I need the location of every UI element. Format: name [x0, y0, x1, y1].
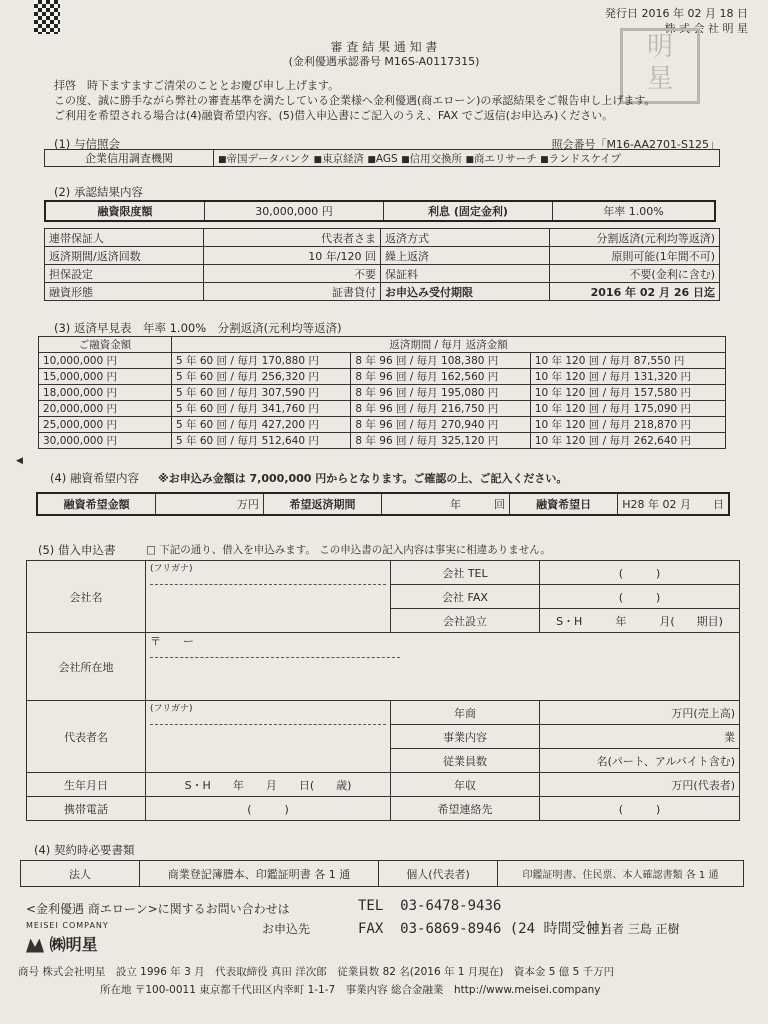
- footer-line-1: 商号 株式会社明星 設立 1996 年 3 月 代表取締役 真田 洋次郎 従業員数 82 名(2016 年 1 月現在) 資本金 5 億 5 千万円: [18, 966, 615, 978]
- sec4-title: (4) 融資希望内容: [50, 471, 139, 485]
- repay-cell: 8 年 96 回 / 毎月 216,750 円: [351, 401, 530, 417]
- sales-label: 年商: [391, 701, 540, 725]
- company-seal: 明 星: [620, 28, 700, 104]
- rate-value: 年率 1.00%: [553, 201, 716, 221]
- repay-cell: 5 年 60 回 / 毎月 512,640 円: [172, 433, 351, 449]
- agency-item: ■ 東京経済: [314, 153, 365, 165]
- postal-mark: 〒 ー: [150, 635, 194, 648]
- indiv-docs: 印鑑証明書、住民票、本人確認書類 各 1 通: [498, 861, 744, 887]
- repay-amount: 25,000,000 円: [39, 417, 172, 433]
- agency-item: ■ ランドスケイプ: [540, 153, 621, 165]
- furigana-label: (フリガナ): [150, 704, 193, 714]
- address-input[interactable]: [146, 633, 740, 701]
- date-input[interactable]: [618, 493, 729, 515]
- sec2-title: (2) 承認結果内容: [54, 185, 143, 199]
- date-unit: 日: [713, 498, 724, 511]
- detail-value: 不要: [204, 265, 381, 283]
- checker-mark: [34, 0, 60, 34]
- repay-cell: 8 年 96 回 / 毎月 270,940 円: [351, 417, 530, 433]
- repay-cell: 8 年 96 回 / 毎月 195,080 円: [351, 385, 530, 401]
- repay-cell: 10 年 120 回 / 毎月 218,870 円: [530, 417, 725, 433]
- tel-input[interactable]: ( ): [540, 561, 740, 585]
- limit-label: 融資限度額: [45, 201, 205, 221]
- issuer-company: 株 式 会 社 明 星: [664, 22, 748, 35]
- agency-item: ■ 商エリサーチ: [465, 153, 536, 165]
- repay-cell: 5 年 60 回 / 毎月 341,760 円: [172, 401, 351, 417]
- detail-value: 原則可能(1年間不可): [550, 247, 720, 265]
- repayment-table: [38, 336, 726, 449]
- mobile-label: 携帯電話: [27, 797, 146, 821]
- repay-cell: 10 年 120 回 / 毎月 262,640 円: [530, 433, 725, 449]
- application-table: [26, 560, 740, 821]
- sec3-title: (3) 返済早見表 年率 1.00% 分割返済(元利均等返済): [54, 321, 342, 335]
- period-unit: 年: [449, 498, 461, 511]
- agency-item: ■ AGS: [367, 153, 397, 165]
- rep-input[interactable]: [146, 701, 391, 773]
- repay-amount: 30,000,000 円: [39, 433, 172, 449]
- company-logo: [26, 932, 98, 955]
- fax-number[interactable]: 03-6869-8946 (24 時間受付): [400, 921, 608, 937]
- mobile-input[interactable]: ( ): [146, 797, 391, 821]
- tel-label: TEL: [358, 898, 384, 914]
- birth-label: 生年月日: [27, 773, 146, 797]
- reference-number: 照会番号「M16-AA2701-S125」: [551, 138, 720, 151]
- repay-cell: 8 年 96 回 / 毎月 325,120 円: [351, 433, 530, 449]
- corp-label: 法人: [21, 861, 140, 887]
- detail-label: 融資形態: [45, 283, 204, 301]
- detail-label: 連帯保証人: [45, 229, 204, 247]
- repay-cell: 10 年 120 回 / 毎月 175,090 円: [530, 401, 725, 417]
- deadline-label: お申込み受付期限: [381, 283, 550, 301]
- address-label: 会社所在地: [27, 633, 146, 701]
- tel-number[interactable]: 03-6478-9436: [400, 898, 502, 914]
- detail-value: 証書貸付: [204, 283, 381, 301]
- detail-value: 10 年/120 回: [204, 247, 381, 265]
- rep-label: 代表者名: [27, 701, 146, 773]
- date-label: 融資希望日: [509, 493, 617, 515]
- doc-title: 審 査 結 果 通 知 書: [330, 40, 438, 54]
- birth-input[interactable]: S・H 年 月 日( 歳): [146, 773, 391, 797]
- repay-amount: 15,000,000 円: [39, 369, 172, 385]
- founded-label: 会社設立: [391, 609, 540, 633]
- contact-label: 希望連絡先: [391, 797, 540, 821]
- intro-line: ご利用を希望される場合は(4)融資希望内容、(5)借入申込書にご記入のうえ、FAX でご返信(お申込み)ください。: [54, 109, 614, 122]
- repay-cell: 8 年 96 回 / 毎月 162,560 円: [351, 369, 530, 385]
- period-input[interactable]: [382, 493, 510, 515]
- founded-input[interactable]: S・H 年 月( 期目): [540, 609, 740, 633]
- repay-cell: 10 年 120 回 / 毎月 87,550 円: [530, 353, 725, 369]
- sec5-lead: □ 下記の通り、借入を申込みます。 この申込書の記入内容は事実に相違ありません。: [146, 544, 551, 556]
- detail-value: 代表者さま: [204, 229, 381, 247]
- detail-label: 返済期間/返済回数: [45, 247, 204, 265]
- doc-subtitle: (金利優遇承認番号 M16S-A0117315): [288, 55, 480, 68]
- deadline-value: 2016 年 02 月 26 日迄: [550, 283, 720, 301]
- detail-label: 保証料: [381, 265, 550, 283]
- repay-cell: 8 年 96 回 / 毎月 108,380 円: [351, 353, 530, 369]
- intro-text: [54, 78, 655, 123]
- business-label: 事業内容: [391, 725, 540, 749]
- fax-label: FAX: [358, 921, 384, 937]
- staff-name: 担当者 三島 正樹: [588, 922, 680, 936]
- approval-detail-table: [44, 228, 720, 301]
- detail-label: 返済方式: [381, 229, 550, 247]
- tel-line: [358, 898, 501, 914]
- rate-label: 利息 (固定金利): [384, 201, 553, 221]
- period-label: 希望返済期間: [263, 493, 381, 515]
- repay-amount: 10,000,000 円: [39, 353, 172, 369]
- business-input[interactable]: 業: [540, 725, 740, 749]
- contact-input[interactable]: ( ): [540, 797, 740, 821]
- sec1-title: (1) 与信照会: [54, 137, 120, 151]
- fax-input[interactable]: ( ): [540, 585, 740, 609]
- repay-head: ご融資金額: [39, 337, 172, 353]
- limit-value: 30,000,000 円: [205, 201, 384, 221]
- approval-main-table: [44, 200, 716, 222]
- footer-line-2: 所在地 〒100-0011 東京都千代田区内幸町 1-1-7 事業内容 総合金融業 http://www.meisei.company: [100, 984, 601, 996]
- sec4-note: ※お申込み金額は 7,000,000 円からとなります。ご確認の上、ご記入ください。: [158, 472, 568, 485]
- repay-cell: 5 年 60 回 / 毎月 427,200 円: [172, 417, 351, 433]
- repay-cell: 10 年 120 回 / 毎月 131,320 円: [530, 369, 725, 385]
- inquiry-text: <金利優遇 商エローン>に関するお問い合わせは: [26, 902, 290, 916]
- logo-subtitle: MEISEI COMPANY: [26, 921, 109, 930]
- tel-label: 会社 TEL: [391, 561, 540, 585]
- sales-input[interactable]: 万円(売上高): [540, 701, 740, 725]
- employees-label: 従業員数: [391, 749, 540, 773]
- logo-mark-icon: [26, 939, 44, 953]
- detail-value: 不要(金利に含む): [550, 265, 720, 283]
- credit-agency-table: [44, 149, 720, 167]
- amount-label: 融資希望金額: [37, 493, 156, 515]
- furigana-label: (フリガナ): [150, 564, 193, 574]
- documents-table: [20, 860, 744, 887]
- loan-request-table: [36, 492, 730, 516]
- repay-cell: 5 年 60 回 / 毎月 256,320 円: [172, 369, 351, 385]
- issue-date: 2016 年 02 月 18 日: [641, 7, 748, 20]
- detail-label: 担保設定: [45, 265, 204, 283]
- indiv-label: 個人(代表者): [379, 861, 498, 887]
- fax-label: 会社 FAX: [391, 585, 540, 609]
- repay-cell: 10 年 120 回 / 毎月 157,580 円: [530, 385, 725, 401]
- intro-line: この度、誠に勝手ながら弊社の審査基準を満たしている企業様へ金利優遇(商エローン)の承認結果をご報告申し上げます。: [54, 94, 656, 107]
- company-name-input[interactable]: [146, 561, 391, 633]
- repay-head: 返済期間 / 毎月 返済金額: [172, 337, 726, 353]
- amount-unit: 万円: [236, 498, 259, 511]
- intro-line: 拝啓 時下ますますご清栄のこととお慶び申し上げます。: [54, 79, 340, 92]
- amount-input[interactable]: [156, 493, 264, 515]
- apply-label: お申込先: [262, 922, 311, 936]
- detail-label: 繰上返済: [381, 247, 550, 265]
- period-unit: 回: [493, 498, 505, 511]
- repay-amount: 18,000,000 円: [39, 385, 172, 401]
- arrow-marker: ◀: [16, 456, 23, 466]
- date-value: H28 年 02 月: [622, 498, 691, 511]
- company-name-label: 会社名: [27, 561, 146, 633]
- agency-item: ■ 帝国データバンク: [218, 153, 310, 165]
- sec5-title: (5) 借入申込書: [38, 543, 116, 557]
- logo-text: ㈱明星: [49, 935, 98, 954]
- agency-item: ■ 信用交換所: [401, 153, 462, 165]
- corp-docs: 商業登記簿謄本、印鑑証明書 各 1 通: [140, 861, 379, 887]
- repay-amount: 20,000,000 円: [39, 401, 172, 417]
- agency-label: 企業信用調査機関: [45, 150, 214, 167]
- repay-cell: 5 年 60 回 / 毎月 170,880 円: [172, 353, 351, 369]
- repay-cell: 5 年 60 回 / 毎月 307,590 円: [172, 385, 351, 401]
- sec6-title: (4) 契約時必要書類: [34, 843, 135, 857]
- income-label: 年収: [391, 773, 540, 797]
- issue-label: 発行日: [605, 7, 639, 20]
- detail-value: 分割返済(元利均等返済): [550, 229, 720, 247]
- income-input[interactable]: 万円(代表者): [540, 773, 740, 797]
- employees-input[interactable]: 名(パート、アルバイト含む): [540, 749, 740, 773]
- fax-line: [358, 918, 608, 938]
